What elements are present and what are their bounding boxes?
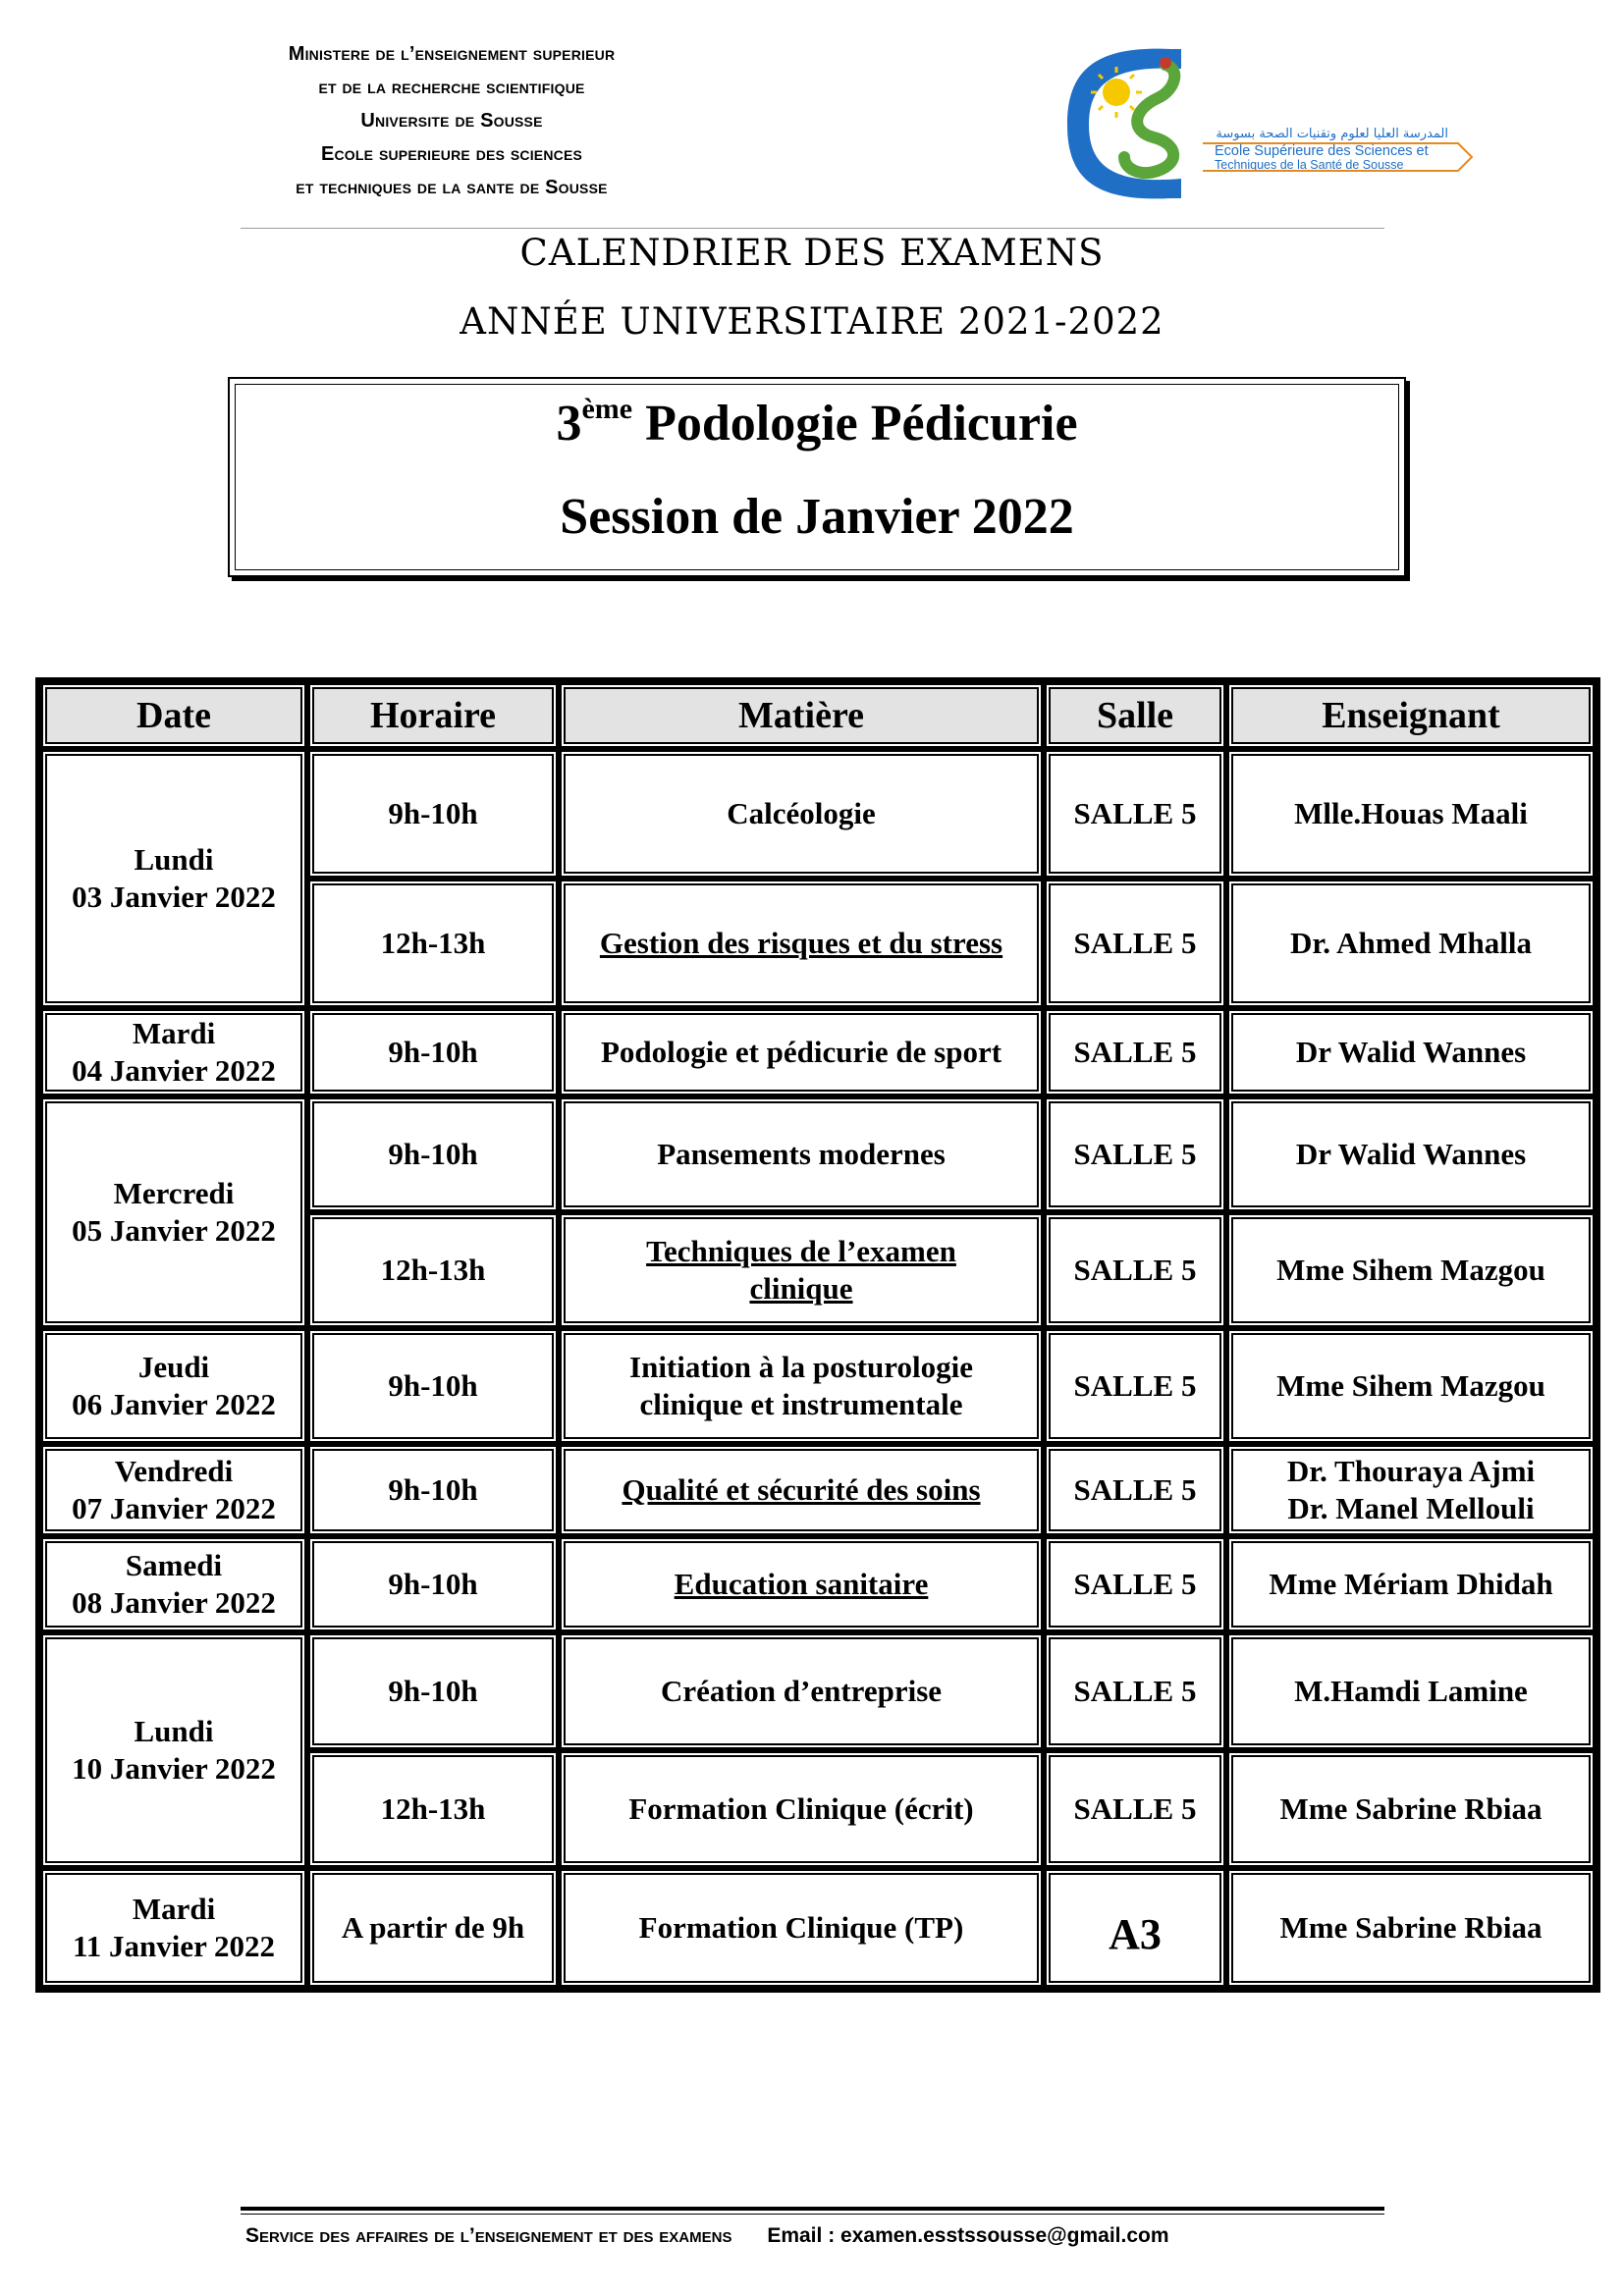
header-enseignant: Enseignant: [1226, 682, 1596, 749]
matiere-cell: Podologie et pédicurie de sport: [559, 1008, 1044, 1096]
footer-email[interactable]: examen.esstssousse@gmail.com: [840, 2224, 1169, 2247]
salle-cell: SALLE 5: [1044, 749, 1226, 879]
horaire-cell: 9h-10h: [307, 1008, 559, 1096]
enseignant-cell: Dr Walid Wannes: [1226, 1096, 1596, 1212]
horaire-cell: 9h-10h: [307, 1632, 559, 1750]
program-title: [236, 395, 1398, 453]
horaire-cell: 12h-13h: [307, 1212, 559, 1328]
day-name: Mardi: [132, 1892, 216, 1926]
horaire-cell: 9h-10h: [307, 1328, 559, 1444]
date-cell: [40, 1328, 307, 1444]
program-name: Podologie Pédicurie: [645, 396, 1078, 452]
matiere-cell: Qualité et sécurité des soins: [559, 1444, 1044, 1536]
enseignant-cell: Mlle.Houas Maali: [1226, 749, 1596, 879]
program-level: 3: [556, 396, 582, 452]
date-value: 08 Janvier 2022: [72, 1585, 276, 1620]
logo-line-2: Techniques de la Santé de Sousse: [1215, 158, 1404, 172]
matiere-line: Initiation à la posturologie: [629, 1350, 973, 1384]
ministry-line: et techniques de la sante de Sousse: [296, 177, 608, 198]
horaire-cell: 12h-13h: [307, 1750, 559, 1868]
snake-icon: [1124, 65, 1174, 173]
horaire-cell: 9h-10h: [307, 749, 559, 879]
salle-cell: SALLE 5: [1044, 1444, 1226, 1536]
matiere-cell: Création d’entreprise: [559, 1632, 1044, 1750]
salle-cell: SALLE 5: [1044, 1008, 1226, 1096]
date-cell: [40, 1096, 307, 1328]
horaire-cell: A partir de 9h: [307, 1868, 559, 1988]
enseignant-cell: Mme Mériam Dhidah: [1226, 1536, 1596, 1632]
salle-cell: SALLE 5: [1044, 1212, 1226, 1328]
salle-cell: SALLE 5: [1044, 1328, 1226, 1444]
header-salle: Salle: [1044, 682, 1226, 749]
date-cell: [40, 1632, 307, 1868]
table-row: [40, 1536, 1596, 1632]
logo-line-1: Ecole Supérieure des Sciences et: [1215, 143, 1429, 159]
table-header-row: [40, 682, 1596, 749]
table-row: [40, 1096, 1596, 1212]
day-name: Lundi: [134, 1714, 214, 1748]
day-name: Mardi: [132, 1016, 216, 1050]
matiere-cell: Pansements modernes: [559, 1096, 1044, 1212]
table-row: [40, 1868, 1596, 1988]
date-value: 03 Janvier 2022: [72, 880, 276, 914]
enseignant-cell: M.Hamdi Lamine: [1226, 1632, 1596, 1750]
enseignant-cell: Mme Sabrine Rbiaa: [1226, 1868, 1596, 1988]
program-level-suffix: ème: [581, 393, 633, 425]
day-name: Vendredi: [114, 1454, 234, 1488]
horaire-cell: 9h-10h: [307, 1536, 559, 1632]
matiere-cell: [559, 1212, 1044, 1328]
header-matiere: Matière: [559, 682, 1044, 749]
salle-cell: SALLE 5: [1044, 1536, 1226, 1632]
date-value: 11 Janvier 2022: [72, 1929, 276, 1963]
matiere-cell: [559, 1328, 1044, 1444]
day-name: Mercredi: [113, 1176, 235, 1210]
table-row: [40, 1632, 1596, 1750]
salle-cell: A3: [1044, 1868, 1226, 1988]
table-row: [40, 1444, 1596, 1536]
enseignant-cell: Mme Sihem Mazgou: [1226, 1328, 1596, 1444]
footer: [245, 2224, 1169, 2248]
date-cell: [40, 1868, 307, 1988]
date-value: 10 Janvier 2022: [72, 1751, 276, 1786]
footer-divider-thin: [241, 2214, 1384, 2215]
day-name: Samedi: [125, 1548, 223, 1582]
footer-email-label: Email :: [767, 2224, 836, 2247]
footer-divider: [241, 2207, 1384, 2211]
ministry-line: Ministere de l’enseignement superieur: [288, 43, 616, 65]
horaire-cell: 12h-13h: [307, 879, 559, 1008]
table-row: [40, 1008, 1596, 1096]
ministry-line: et de la recherche scientifique: [318, 77, 585, 98]
matiere-cell: Formation Clinique (TP): [559, 1868, 1044, 1988]
header-horaire: Horaire: [307, 682, 559, 749]
matiere-line: clinique et instrumentale: [639, 1387, 963, 1421]
matiere-line: Techniques de l’examen: [646, 1234, 956, 1268]
date-cell: [40, 1536, 307, 1632]
date-value: 05 Janvier 2022: [72, 1213, 276, 1248]
date-value: 04 Janvier 2022: [72, 1053, 276, 1088]
enseignant-cell: Mme Sabrine Rbiaa: [1226, 1750, 1596, 1868]
date-cell: [40, 1444, 307, 1536]
matiere-line: clinique: [749, 1271, 853, 1306]
enseignant-cell: Dr Walid Wannes: [1226, 1008, 1596, 1096]
salle-cell: SALLE 5: [1044, 1632, 1226, 1750]
header-divider: [241, 228, 1384, 229]
enseignant-line: Dr. Manel Mellouli: [1287, 1491, 1535, 1525]
school-logo-graphic: [1056, 41, 1478, 208]
exam-schedule-table: [35, 677, 1600, 1993]
school-logo: [1056, 41, 1478, 208]
matiere-cell: Gestion des risques et du stress: [559, 879, 1044, 1008]
matiere-cell: Calcéologie: [559, 749, 1044, 879]
enseignant-cell: Dr. Ahmed Mhalla: [1226, 879, 1596, 1008]
logo-arabic-text: المدرسة العليا لعلوم وتقنيات الصحة بسوسة: [1216, 127, 1448, 141]
horaire-cell: 9h-10h: [307, 1444, 559, 1536]
salle-cell: SALLE 5: [1044, 1096, 1226, 1212]
salle-cell: SALLE 5: [1044, 1750, 1226, 1868]
calendar-title: CALENDRIER DES EXAMENS: [519, 232, 1105, 274]
horaire-cell: 9h-10h: [307, 1096, 559, 1212]
matiere-cell: Education sanitaire: [559, 1536, 1044, 1632]
salle-cell: SALLE 5: [1044, 879, 1226, 1008]
program-box: [228, 377, 1406, 577]
ministry-line: Ecole superieure des sciences: [320, 143, 583, 165]
table-row: [40, 1328, 1596, 1444]
academic-year-title: ANNÉE UNIVERSITAIRE 2021-2022: [460, 300, 1164, 343]
session-title: Session de Janvier 2022: [560, 489, 1074, 545]
date-value: 07 Janvier 2022: [72, 1491, 276, 1525]
date-cell: [40, 1008, 307, 1096]
enseignant-cell: [1226, 1444, 1596, 1536]
day-name: Lundi: [134, 842, 214, 877]
table-row: [40, 749, 1596, 879]
matiere-cell: Formation Clinique (écrit): [559, 1750, 1044, 1868]
date-cell: [40, 749, 307, 1008]
ministry-header: [226, 37, 677, 204]
enseignant-line: Dr. Thouraya Ajmi: [1286, 1454, 1536, 1488]
date-value: 06 Janvier 2022: [72, 1387, 276, 1421]
header-date: Date: [40, 682, 307, 749]
day-name: Jeudi: [137, 1350, 210, 1384]
footer-service: Service des affaires de l’enseignement et des examens: [245, 2224, 732, 2247]
ministry-line: Universite de Sousse: [360, 110, 543, 132]
enseignant-cell: Mme Sihem Mazgou: [1226, 1212, 1596, 1328]
